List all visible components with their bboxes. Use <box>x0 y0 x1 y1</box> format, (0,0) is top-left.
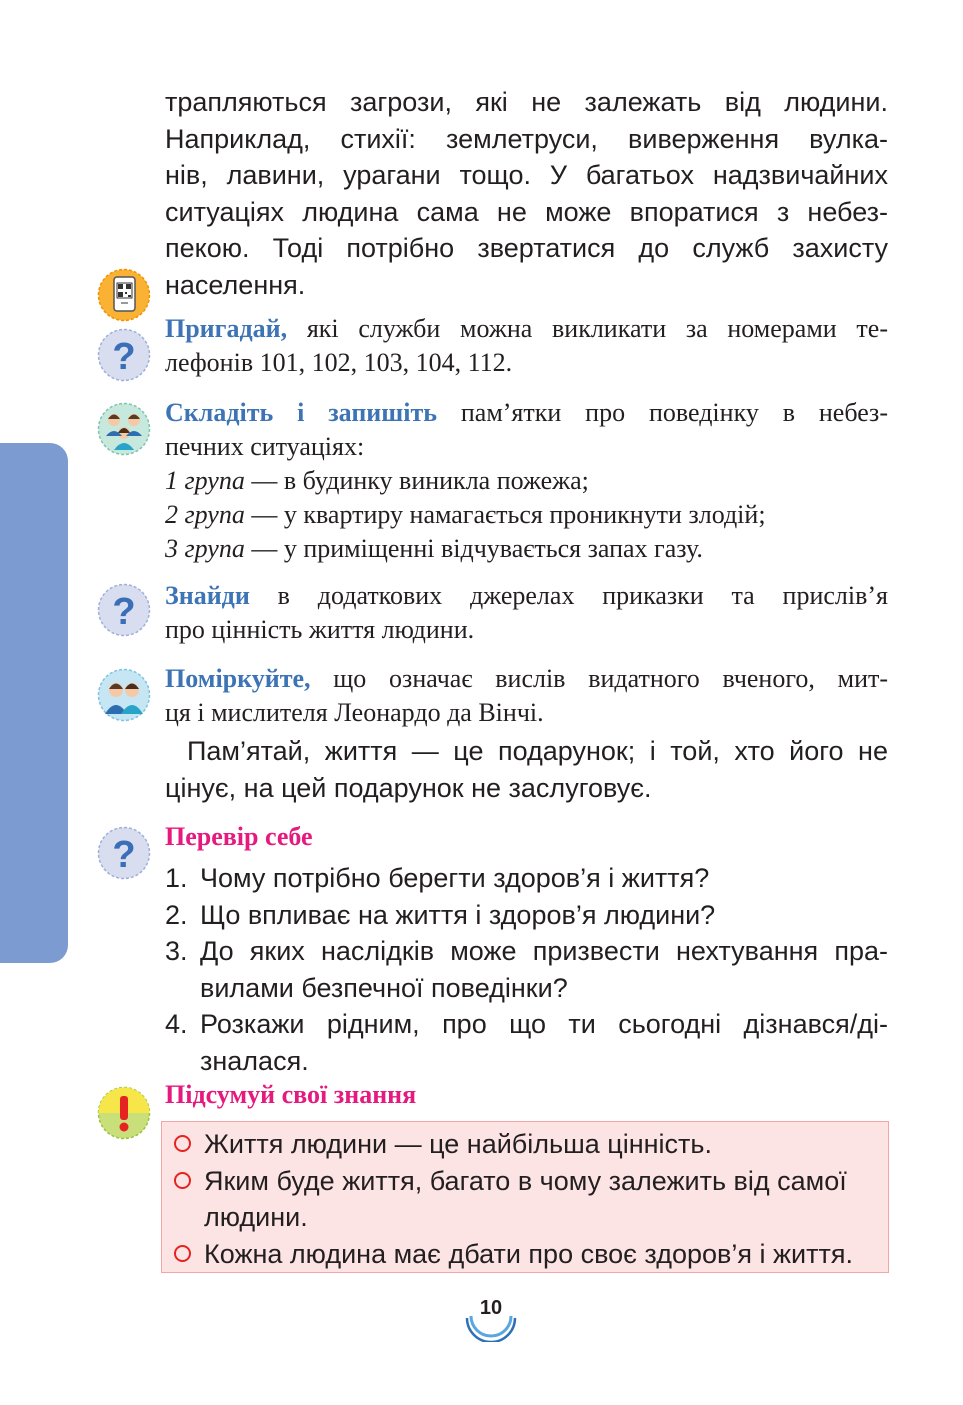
group-item: 2 група — у квартиру намагається проникнути злодій; <box>165 500 766 529</box>
text-line: печних ситуаціях: <box>165 432 365 461</box>
summary-box <box>161 1121 889 1273</box>
remember-keyword: Пригадай, <box>165 314 288 343</box>
self-check-list <box>165 860 888 1079</box>
list-item: 4. Розкажи рідним, про що ти сьогодні дізнався/ді- зналася. <box>165 1009 888 1076</box>
exclamation-icon <box>97 1086 151 1140</box>
group-work-icon <box>97 402 151 456</box>
self-check-heading: Перевір себе <box>165 822 313 851</box>
group-item: 1 група — в будинку виникла пожежа; <box>165 466 589 495</box>
svg-text:?: ? <box>112 336 136 378</box>
remember-block <box>165 312 888 380</box>
text-line: нів, лавини, урагани тощо. У багатьох надзвичайних <box>165 160 888 190</box>
text-line: ця і мислителя Леонардо да Вінчі. <box>165 698 544 727</box>
group-item: 3 група — у приміщенні відчувається запах газу. <box>165 534 703 563</box>
find-block <box>165 579 888 647</box>
list-item: Життя людини — це найбільша цінність. <box>172 1126 876 1163</box>
page-number: 10 <box>463 1286 519 1342</box>
text-line: ситуаціях людина сама не може впоратися з небез- <box>165 196 888 227</box>
svg-text:?: ? <box>112 591 136 633</box>
text-line: про цінність життя людини. <box>165 615 475 644</box>
compose-block <box>165 396 888 566</box>
list-item: Кожна людина має дбати про своє здоров’я і життя. <box>172 1236 876 1273</box>
question-mark-icon <box>97 583 151 637</box>
quote-line: цінує, на цей подарунок не заслуговує. <box>165 772 652 803</box>
text-line: Наприклад, стихії: землетруси, виверження вулка- <box>165 123 888 154</box>
find-keyword: Знайди <box>165 581 250 610</box>
circle-bullet-icon <box>174 1172 191 1189</box>
circle-bullet-icon <box>174 1135 191 1152</box>
circle-bullet-icon <box>174 1245 191 1262</box>
think-block <box>165 662 888 730</box>
text-line: пам’ятки про поведінку в небез- <box>436 398 888 427</box>
text-line: населення. <box>165 269 306 300</box>
question-mark-icon <box>97 328 151 382</box>
quote-block <box>165 733 888 806</box>
pair-work-icon <box>97 668 151 722</box>
side-tab <box>0 443 68 963</box>
think-keyword: Поміркуйте, <box>165 664 311 693</box>
text-line: що означає вислів видатного вченого, мит- <box>310 664 888 693</box>
text-line: в додаткових джерелах приказки та прислів’я <box>249 581 888 610</box>
question-mark-icon <box>97 826 151 880</box>
summary-list <box>162 1122 888 1272</box>
compose-keyword: Складіть і запишіть <box>165 398 437 427</box>
list-item: 3. До яких наслідків може призвести нехтування пра- вилами безпечної поведінки? <box>165 936 888 1003</box>
text-line: лефонів 101, 102, 103, 104, 112. <box>165 348 513 377</box>
svg-text:?: ? <box>112 834 136 876</box>
text-line: які служби можна викликати за номерами те- <box>287 314 888 343</box>
text-line: трапляються загрози, які не залежать від людини. <box>165 87 888 117</box>
list-item: 2. Що впливає на життя і здоров’я людини? <box>165 899 716 930</box>
list-item: Яким буде життя, багато в чому залежить від самої людини. <box>172 1163 876 1236</box>
quote-line: Пам’ятай, життя — це подарунок; і той, хто його не <box>187 736 888 766</box>
intro-paragraph <box>165 84 888 303</box>
summary-heading: Підсумуй свої знання <box>165 1080 417 1109</box>
qr-code-phone-icon <box>97 268 151 322</box>
list-item: 1. Чому потрібно берегти здоров’я і життя? <box>165 863 710 893</box>
text-line: пекою. Тоді потрібно звертатися до служб захисту <box>165 233 888 263</box>
